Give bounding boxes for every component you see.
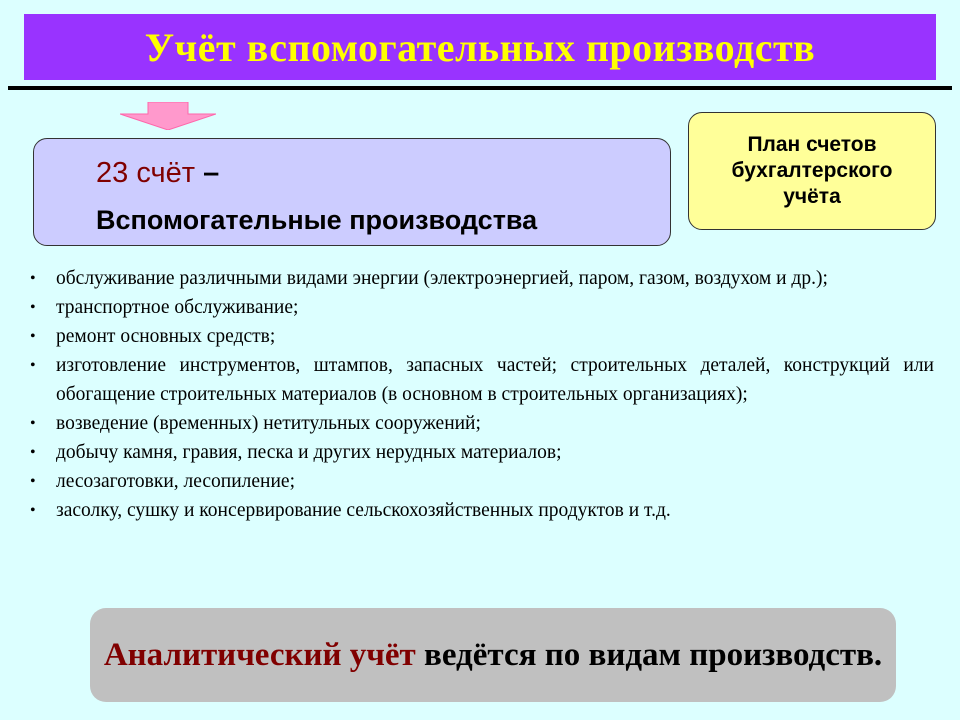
summary-accent: Аналитический учёт: [103, 637, 416, 673]
list-item: [28, 438, 934, 467]
bullet-icon: •: [30, 444, 36, 461]
bullet-icon: •: [30, 415, 36, 432]
arrow-down-icon: [120, 102, 216, 130]
summary-box: [90, 608, 896, 702]
plan-line-1: План счетов: [747, 133, 877, 156]
summary-rest: ведётся по видам производств.: [415, 637, 883, 673]
list-item: [28, 322, 934, 351]
list-item-text: засолку, сушку и консервирование сельскохозяйственных продуктов и т.д.: [56, 500, 671, 521]
plan-line-3: учёта: [783, 185, 841, 208]
list-item: [28, 264, 934, 293]
list-item: [28, 496, 934, 525]
list-item-text: ремонт основных средств;: [56, 326, 276, 347]
chart-of-accounts-box: [688, 112, 936, 230]
bullet-icon: •: [30, 357, 36, 374]
list-item-text: лесозаготовки, лесопиление;: [56, 471, 295, 492]
plan-line-2: бухгалтерского: [731, 159, 893, 182]
bullet-icon: •: [30, 328, 36, 345]
list-item-text: изготовление инструментов, штампов, запасных частей; строительных деталей, конструкций или обогащение строительных материалов (в основном в строительных организациях);: [56, 355, 934, 405]
account-number: 23 счёт: [96, 157, 196, 189]
account-heading: [96, 157, 219, 190]
list-item: [28, 351, 934, 409]
bullet-icon: •: [30, 502, 36, 519]
activity-list: [28, 264, 934, 525]
summary-text: [104, 635, 882, 675]
list-item-text: обслуживание различными видами энергии (электроэнергией, паром, газом, воздухом и др.);: [56, 268, 828, 289]
bullet-icon: •: [30, 270, 36, 287]
title-divider: [8, 86, 952, 90]
list-item: [28, 293, 934, 322]
bullet-icon: •: [30, 473, 36, 490]
title-bar: [24, 14, 936, 80]
account-name: Вспомогательные производства: [96, 205, 538, 235]
list-item: [28, 409, 934, 438]
account-dash: –: [203, 157, 220, 189]
account-box: [33, 138, 671, 246]
page-title: Учёт вспомогательных производств: [144, 24, 816, 70]
bullet-icon: •: [30, 299, 36, 316]
list-item-text: возведение (временных) нетитульных сооружений;: [56, 413, 481, 434]
list-item: [28, 467, 934, 496]
list-item-text: транспортное обслуживание;: [56, 297, 299, 318]
list-item-text: добычу камня, гравия, песка и других нерудных материалов;: [56, 442, 562, 463]
